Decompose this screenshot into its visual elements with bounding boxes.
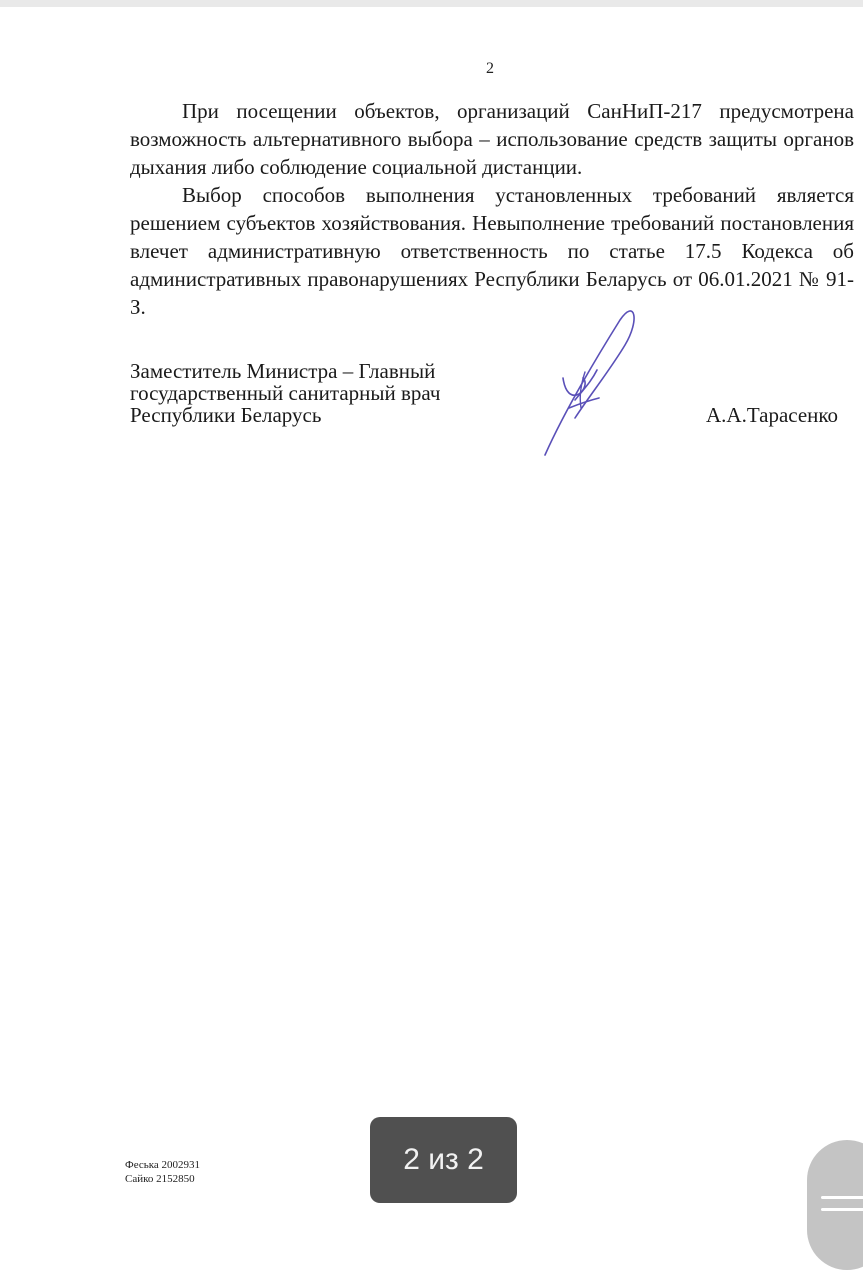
signer-position xyxy=(130,360,440,426)
executor-1: Феська 2002931 xyxy=(125,1159,201,1171)
menu-lines-icon xyxy=(821,1196,863,1199)
scroll-handle[interactable] xyxy=(807,1140,863,1270)
paragraph-2: Выбор способов выполнения установленных требований является решением субъектов хозяйствования. Невыполнение требований постановления влечет административную ответственность по статье 17.5 Кодекса об административных правонарушениях Республики Беларусь от 06.01.2021 № 91-З. xyxy=(130,183,854,319)
signer-position-line-1: Заместитель Министра – Главный xyxy=(130,359,436,383)
paragraph-1: При посещении объектов, организаций СанНиП-217 предусмотрена возможность альтернативного выбора – использование средств защиты органов дыхания либо соблюдение социальной дистанции. xyxy=(130,99,854,179)
page-indicator: 2 из 2 xyxy=(370,1117,517,1203)
signer-position-line-2: государственный санитарный врач xyxy=(130,381,441,405)
executors-block xyxy=(125,1158,200,1186)
page-number: 2 xyxy=(486,60,494,77)
executor-2: Сайко 2152850 xyxy=(125,1173,195,1185)
signer-position-line-3: Республики Беларусь xyxy=(130,403,322,427)
signer-name: А.А.Тарасенко xyxy=(706,403,839,427)
viewer-top-bar xyxy=(0,0,863,7)
menu-lines-icon xyxy=(821,1208,863,1211)
handwritten-signature xyxy=(535,300,645,465)
document-body xyxy=(130,97,854,321)
